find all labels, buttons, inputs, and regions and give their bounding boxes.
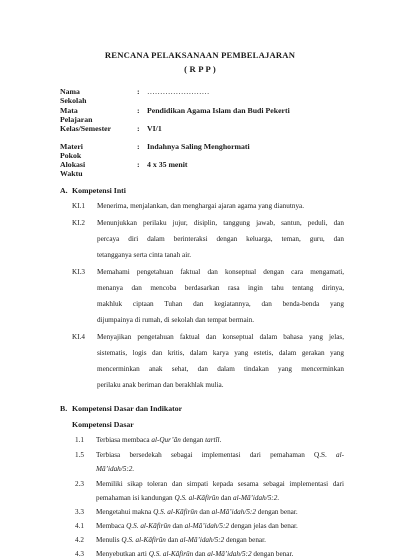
meta-label: Mata Pelajaran	[60, 106, 93, 124]
ki-text-line: sistematis, logis dan kritis, dalam karya yang estetis, dalam gerakan yang	[97, 349, 344, 357]
ki-text-line: percaya diri dalam berinteraksi dengan keluarga, teman, guru, dan	[97, 235, 344, 243]
meta-value: 4 x 35 menit	[147, 160, 188, 169]
section-letter: B.	[60, 404, 68, 413]
kd-text-line: Terbiasa membaca al-Qur’ān dengan tartīl.	[96, 436, 222, 444]
meta-value: ……………………	[147, 87, 210, 96]
kd-code: 4.3	[75, 550, 84, 558]
kd-subheading: Kompetensi Dasar	[72, 420, 134, 429]
ki-text-line: menanya dan mencoba berdasarkan rasa ingin tahu tentang dirinya,	[97, 284, 344, 292]
kd-code: 4.1	[75, 522, 84, 530]
kd-text-line: Mā’idah/5:2.	[96, 465, 135, 473]
ki-text-line: Menunjukkan perilaku jujur, disiplin, tanggung jawab, santun, peduli, dan	[97, 219, 344, 227]
section-title: Kompetensi Inti	[72, 186, 126, 195]
section-letter: A.	[60, 186, 68, 195]
meta-label: Materi Pokok	[60, 142, 83, 160]
kd-code: 4.2	[75, 536, 84, 544]
document-subtitle: ( R P P )	[184, 64, 216, 74]
ki-text-line: Menyajikan pengetahuan faktual dan konseptual dalam bahasa yang jelas,	[97, 333, 344, 341]
section-title: Kompetensi Dasar dan Indikator	[72, 404, 183, 413]
ki-text-line: makhluk ciptaan Tuhan dan kegiatannya, dan benda-benda yang	[97, 300, 344, 308]
kd-text-line: Membaca Q.S. al-Kāfirūn dan al-Mā’idah/5:2 dengan jelas dan benar.	[96, 522, 298, 530]
kd-code: 1.1	[75, 436, 84, 444]
meta-colon: :	[137, 142, 140, 151]
ki-code: KI.3	[72, 268, 85, 276]
kd-text-line: Menyebutkan arti Q.S. al-Kāfirūn dan al-Mā’idah/5:2 dengan benar.	[96, 550, 294, 558]
meta-label: Nama Sekolah	[60, 87, 87, 105]
kd-code: 2.3	[75, 480, 84, 488]
kd-text-line: Memiliki sikap toleran dan simpati kepada sesama sebagai implementasi dari	[96, 480, 344, 488]
ki-code: KI.1	[72, 202, 85, 210]
ki-text-line: mencerminkan anak sehat, dan dalam tindakan yang mencerminkan	[97, 365, 344, 373]
kd-text-line: pemahaman isi kandungan Q.S. al-Kāfirūn dan al-Mā’idah/5:2.	[96, 494, 280, 502]
kd-text-line: Terbiasa bersedekah sebagai implementasi dari pemahaman Q.S. al-	[96, 451, 344, 459]
kd-text-line: Menulis Q.S. al-Kāfirūn dan al-Mā’idah/5:2 dengan benar.	[96, 536, 266, 544]
meta-colon: :	[137, 106, 140, 115]
meta-colon: :	[137, 124, 140, 133]
ki-text-line: dijumpainya di rumah, di sekolah dan tempat bermain.	[97, 316, 255, 324]
document-title: RENCANA PELAKSANAAN PEMBELAJARAN	[104, 50, 296, 60]
meta-colon: :	[137, 160, 140, 169]
meta-value: VI/1	[147, 124, 162, 133]
meta-label: Alokasi Waktu	[60, 160, 86, 178]
meta-value: Indahnya Saling Menghormati	[147, 142, 250, 151]
ki-code: KI.4	[72, 333, 85, 341]
ki-text-line: Memahami pengetahuan faktual dan konseptual dengan cara mengamati,	[97, 268, 344, 276]
ki-text-line: perilaku anak beriman dan berakhlak mulia.	[97, 381, 224, 389]
kd-code: 1.5	[75, 451, 84, 459]
meta-label: Kelas/Semester	[60, 124, 112, 133]
ki-text-line: tetangganya serta cinta tanah air.	[97, 251, 191, 259]
kd-code: 3.3	[75, 508, 84, 516]
ki-text-line: Menerima, menjalankan, dan menghargai ajaran agama yang dianutnya.	[97, 202, 305, 210]
meta-colon: :	[137, 87, 140, 96]
kd-text-line: Mengetahui makna Q.S. al-Kāfirūn dan al-Mā’idah/5:2 dengan benar.	[96, 508, 298, 516]
meta-value: Pendidikan Agama Islam dan Budi Pekerti	[147, 106, 290, 115]
ki-code: KI.2	[72, 219, 85, 227]
